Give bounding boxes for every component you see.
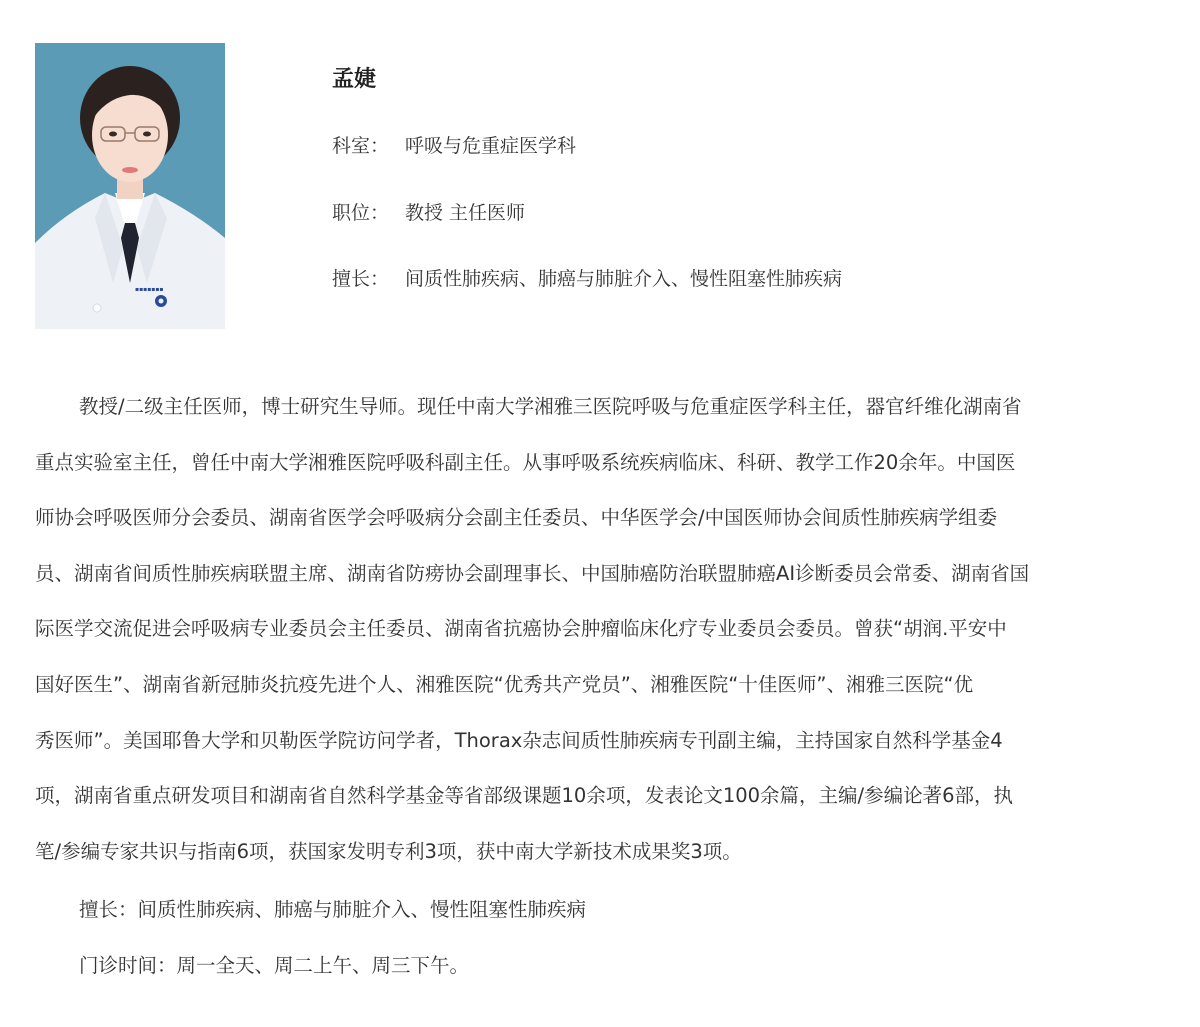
- bio-line: 重点实验室主任，曾任中南大学湘雅医院呼吸科副主任。从事呼吸系统疾病临床、科研、教学工作20余年。中国医: [35, 450, 1016, 474]
- doctor-name: 孟婕: [332, 67, 377, 92]
- department-value: 呼吸与危重症医学科: [405, 135, 577, 157]
- position-value: 教授 主任医师: [405, 202, 526, 224]
- profile-header: [0, 0, 1200, 340]
- bio-specialty-line: 擅长：间质性肺疾病、肺癌与肺脏介入、慢性阻塞性肺疾病: [79, 898, 587, 921]
- position-label: 职位：: [332, 202, 390, 224]
- doctor-portrait-icon: [35, 43, 225, 329]
- clinic-hours-line: 门诊时间：周一全天、周二上午、周三下午。: [79, 954, 470, 977]
- svg-text:▪▪▪▪▪▪▪: ▪▪▪▪▪▪▪: [135, 286, 164, 293]
- doctor-photo: [35, 43, 225, 329]
- position-row: [332, 198, 525, 225]
- bio-line: 国好医生”、湖南省新冠肺炎抗疫先进个人、湘雅医院“优秀共产党员”、湘雅医院“十佳医师”、湘雅三医院“优: [35, 672, 974, 696]
- biography: [35, 390, 1175, 890]
- bio-line: 教授/二级主任医师，博士研究生导师。现任中南大学湘雅三医院呼吸与危重症医学科主任，器官纤维化湖南省: [79, 395, 1022, 418]
- specialty-row: [332, 264, 842, 291]
- department-row: [332, 131, 576, 158]
- bio-line: 际医学交流促进会呼吸病专业委员会主任委员、湖南省抗癌协会肿瘤临床化疗专业委员会委员。曾获“胡润.平安中: [35, 617, 1007, 641]
- bio-line: 员、湖南省间质性肺疾病联盟主席、湖南省防痨协会副理事长、中国肺癌防治联盟肺癌AI诊断委员会常委、湖南省国: [35, 561, 1030, 585]
- bio-line: 项，湖南省重点研发项目和湖南省自然科学基金等省部级课题10余项，发表论文100余篇，主编/参编论著6部，执: [35, 784, 1014, 808]
- specialty-label: 擅长：: [332, 268, 390, 290]
- bio-line: 秀医师”。美国耶鲁大学和贝勒医学院访问学者，Thorax杂志间质性肺疾病专刊副主编，主持国家自然科学基金4: [35, 728, 1003, 752]
- bio-line: 笔/参编专家共识与指南6项，获国家发明专利3项，获中南大学新技术成果奖3项。: [35, 839, 742, 863]
- bio-line: 师协会呼吸医师分会委员、湖南省医学会呼吸病分会副主任委员、中华医学会/中国医师协会间质性肺疾病学组委: [35, 506, 998, 530]
- specialty-value: 间质性肺疾病、肺癌与肺脏介入、慢性阻塞性肺疾病: [405, 268, 843, 290]
- department-label: 科室：: [332, 135, 390, 157]
